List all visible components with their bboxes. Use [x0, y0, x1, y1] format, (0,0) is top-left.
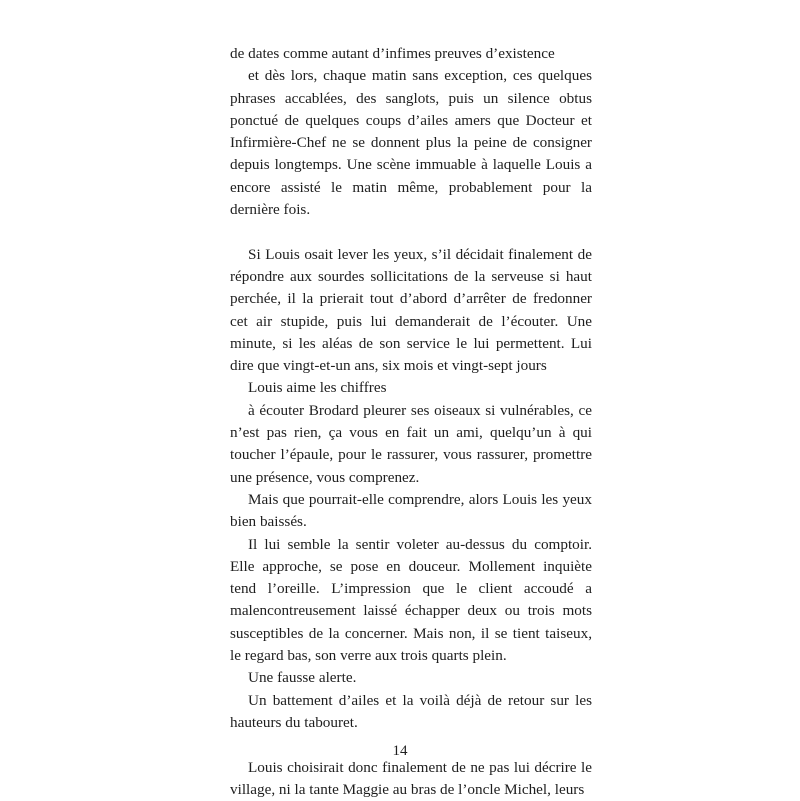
paragraph-1: de dates comme autant d’infimes preuves d’existence	[230, 43, 592, 65]
paragraph-10: Louis choisirait donc finalement de ne pas lui décrire le village, ni la tante Maggie au bras de l’oncle Michel, leurs	[230, 757, 592, 801]
paragraph-gap-3	[230, 221, 592, 243]
paragraph-3: Si Louis osait lever les yeux, s’il décidait finalement de répondre aux sourdes sollicitations de la serveuse si haut perchée, il la prierait tout d’abord d’arrêter de fredonner cet air stupide, puis lui demanderait de l’écouter. Une minute, si les aléas de son service le lui permettent. Lui dire que vingt-et-un ans, six mois et vingt-sept jours	[230, 244, 592, 378]
page-body	[230, 43, 592, 801]
paragraph-7: Il lui semble la sentir voleter au-dessus du comptoir. Elle approche, se pose en douceur. Mollement inquiète tend l’oreille. L’impression que le client accoudé a malencontreusement laissé échapper deux ou trois mots susceptibles de la concerner. Mais non, il se tient taiseux, le regard bas, son verre aux trois quarts plein.	[230, 534, 592, 668]
page-number: 14	[0, 742, 800, 760]
paragraph-2: et dès lors, chaque matin sans exception, ces quelques phrases accablées, des sanglots, puis un silence obtus ponctué de quelques coups d’ailes amers que Docteur et Infirmière-Chef ne se donnent plus la peine de consigner depuis longtemps. Une scène immuable à laquelle Louis a encore assisté le matin même, probablement pour la dernière fois.	[230, 65, 592, 221]
paragraph-9: Un battement d’ailes et la voilà déjà de retour sur les hauteurs du tabouret.	[230, 690, 592, 735]
paragraph-5: à écouter Brodard pleurer ses oiseaux si vulnérables, ce n’est pas rien, ça vous en fait un ami, quelqu’un à qui toucher l’épaule, pour le rassurer, vous rassurer, promettre une présence, vous comprenez.	[230, 400, 592, 489]
paragraph-8: Une fausse alerte.	[230, 667, 592, 689]
paragraph-6: Mais que pourrait-elle comprendre, alors Louis les yeux bien baissés.	[230, 489, 592, 534]
paragraph-4: Louis aime les chiffres	[230, 377, 592, 399]
